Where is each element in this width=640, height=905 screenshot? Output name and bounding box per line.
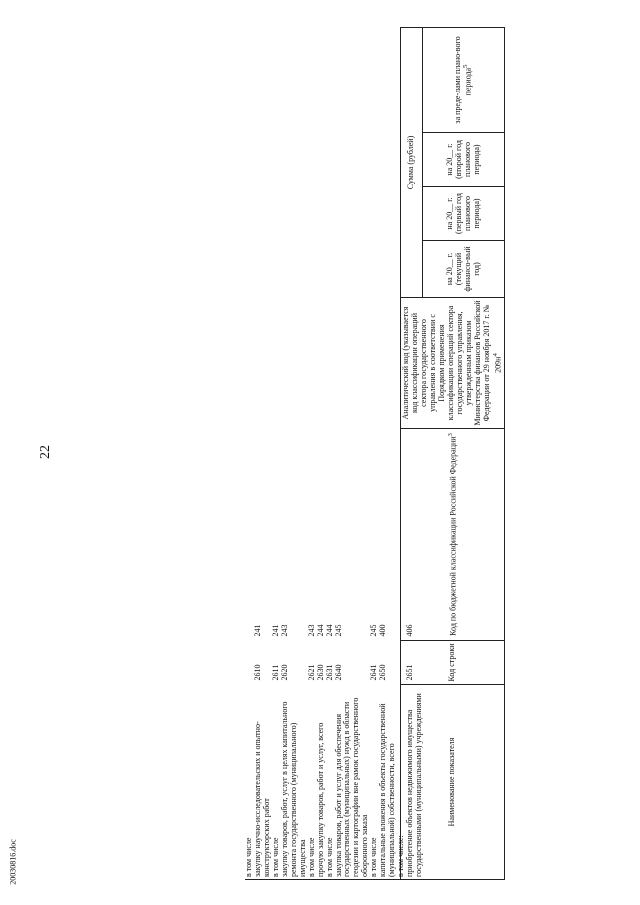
table-body-table bbox=[245, 27, 424, 880]
row-analytic-code bbox=[254, 298, 272, 429]
row-sum-current bbox=[397, 241, 406, 298]
row-sum-beyond bbox=[326, 28, 335, 133]
row-sum-first-plan bbox=[397, 187, 406, 241]
row-sum-current bbox=[272, 241, 281, 298]
footnote-3: 3 bbox=[446, 433, 454, 437]
row-sum-first-plan bbox=[379, 187, 397, 241]
row-sum-current bbox=[254, 241, 272, 298]
row-sum-current bbox=[335, 241, 371, 298]
header-line-code: Код строки bbox=[401, 641, 505, 685]
row-line-code: 2621 bbox=[306, 664, 316, 681]
row-analytic-code bbox=[379, 298, 397, 429]
row-line-code: 2651 bbox=[405, 664, 415, 681]
row-sum-first-plan bbox=[272, 187, 281, 241]
row-sum-beyond bbox=[397, 28, 406, 133]
row-sum-second-plan bbox=[281, 133, 308, 187]
row-sum-beyond bbox=[245, 28, 254, 133]
row-name: прочую закупку товаров, работ и услуг, всего bbox=[315, 722, 325, 877]
row-sum-first-plan bbox=[245, 187, 254, 241]
row-name: капитальные вложения в объекты государственной (муниципальной) собственности, всего bbox=[378, 703, 397, 877]
row-sum-first-plan bbox=[254, 187, 272, 241]
row-name: в том числе: bbox=[396, 835, 406, 877]
table-row bbox=[335, 28, 371, 880]
row-sum-beyond bbox=[308, 28, 317, 133]
table-row bbox=[406, 28, 424, 880]
header-name: Наименование показателя bbox=[401, 685, 505, 880]
row-name: закупка товаров, работ и услуг для обеспечения государственных (муниципальных) нужд в области геодезии и картографии вне рамок государственного оборонного заказа bbox=[333, 697, 370, 877]
row-line-code: 2630 bbox=[315, 664, 325, 681]
row-sum-current bbox=[326, 241, 335, 298]
row-budget-code: 243 bbox=[306, 624, 316, 637]
page-number-text: 22 bbox=[38, 445, 53, 459]
row-sum-beyond bbox=[317, 28, 326, 133]
row-sum-current bbox=[281, 241, 308, 298]
row-line-code: 2641 bbox=[369, 664, 379, 681]
row-name: в том числе bbox=[244, 837, 253, 877]
table-row bbox=[379, 28, 397, 880]
header-budget-code: Код по бюджетной классификации Российской Федерации$^3$ bbox=[401, 429, 505, 641]
row-line-code: 2620 bbox=[279, 664, 289, 681]
row-budget-code: 241 bbox=[270, 624, 280, 637]
row-sum-second-plan bbox=[397, 133, 406, 187]
row-sum-second-plan bbox=[317, 133, 326, 187]
row-sum-current bbox=[379, 241, 397, 298]
row-name: в том числе bbox=[270, 837, 280, 877]
row-budget-code: 245 bbox=[369, 624, 379, 637]
row-budget-code: 400 bbox=[378, 624, 388, 637]
row-sum-second-plan bbox=[370, 133, 379, 187]
row-sum-beyond bbox=[335, 28, 371, 133]
row-analytic-code bbox=[317, 298, 326, 429]
header-year-first-plan: на 20__ г. (первый год планового периода) bbox=[423, 187, 505, 241]
row-sum-second-plan bbox=[326, 133, 335, 187]
row-sum-current bbox=[317, 241, 326, 298]
row-analytic-code bbox=[245, 298, 254, 429]
row-sum-second-plan bbox=[272, 133, 281, 187]
header-year-second-plan: на 20__ г. (второй год планового периода) bbox=[423, 133, 505, 187]
row-line-code: 2631 bbox=[324, 664, 334, 681]
row-sum-current bbox=[308, 241, 317, 298]
footnote-5: 5 bbox=[462, 64, 470, 68]
row-analytic-code bbox=[308, 298, 317, 429]
row-sum-second-plan bbox=[254, 133, 272, 187]
row-name: приобретение объектов недвижимого имущества государственными (муниципальными) учреждениями bbox=[405, 693, 424, 877]
row-sum-first-plan bbox=[326, 187, 335, 241]
row-sum-beyond bbox=[406, 28, 424, 133]
row-sum-beyond bbox=[370, 28, 379, 133]
row-budget-code: 241 bbox=[252, 624, 262, 637]
row-line-code: 2640 bbox=[333, 664, 343, 681]
row-name: закупку научно-исследовательских и опытно-конструкторских работ bbox=[252, 721, 271, 877]
row-name: в том числе bbox=[324, 837, 334, 877]
row-sum-beyond bbox=[272, 28, 281, 133]
header-year-current: на 20__ г. (текущий финансо-вый год) bbox=[423, 241, 505, 298]
row-analytic-code bbox=[272, 298, 281, 429]
row-analytic-code bbox=[326, 298, 335, 429]
table-row bbox=[317, 28, 326, 880]
table-body-tbody bbox=[245, 28, 424, 880]
row-sum-current bbox=[245, 241, 254, 298]
row-analytic-code bbox=[397, 298, 406, 429]
row-budget-code: 245 bbox=[333, 624, 343, 637]
row-sum-first-plan bbox=[370, 187, 379, 241]
row-name: в том числе bbox=[369, 837, 379, 877]
row-budget-code: 244 bbox=[324, 624, 334, 637]
row-line-code: 2611 bbox=[270, 664, 280, 681]
footnote-4: 4 bbox=[491, 353, 499, 357]
row-budget-code bbox=[397, 429, 406, 641]
row-sum-second-plan bbox=[406, 133, 424, 187]
row-sum-first-plan bbox=[317, 187, 326, 241]
footer-filename-text: 20030816.doc bbox=[8, 839, 18, 885]
row-sum-current bbox=[370, 241, 379, 298]
row-sum-first-plan bbox=[335, 187, 371, 241]
row-sum-first-plan bbox=[281, 187, 308, 241]
header-sum: Сумма (рублей) bbox=[401, 27, 423, 297]
row-name: закупку товаров, работ, услуг в целях капитального ремонта государственного (муниципального) имущества bbox=[279, 701, 307, 877]
table-row bbox=[281, 28, 308, 880]
table-body-area bbox=[245, 28, 575, 880]
row-sum-second-plan bbox=[335, 133, 371, 187]
row-budget-code: 244 bbox=[315, 624, 325, 637]
row-budget-code: 243 bbox=[279, 624, 289, 637]
row-line-code: 2610 bbox=[252, 664, 262, 681]
row-sum-beyond bbox=[254, 28, 272, 133]
row-sum-beyond bbox=[281, 28, 308, 133]
header-beyond-plan: за преде-лами плано-вого периода$^5$ bbox=[423, 27, 505, 132]
row-budget-code: 406 bbox=[405, 624, 415, 637]
row-analytic-code bbox=[281, 298, 308, 429]
row-sum-current bbox=[406, 241, 424, 298]
row-sum-first-plan bbox=[406, 187, 424, 241]
row-sum-second-plan bbox=[308, 133, 317, 187]
row-sum-second-plan bbox=[379, 133, 397, 187]
row-analytic-code bbox=[335, 298, 371, 429]
table-row bbox=[254, 28, 272, 880]
table-body-rotated bbox=[245, 28, 575, 880]
row-sum-first-plan bbox=[308, 187, 317, 241]
row-budget-code bbox=[245, 429, 254, 641]
row-analytic-code bbox=[370, 298, 379, 429]
row-sum-beyond bbox=[379, 28, 397, 133]
header-analytic-code: Аналитический код (указывается код классификации операций сектора государственного управления в соответствии с Порядком применения классификации операций сектора государственного управления, утвержденным приказом Министерства финансов Российской Федерации от 29 ноября 2017 г. № $209н^4$ bbox=[401, 298, 505, 429]
row-sum-second-plan bbox=[245, 133, 254, 187]
row-line-code: 2650 bbox=[378, 664, 388, 681]
row-analytic-code bbox=[406, 298, 424, 429]
row-name: в том числе bbox=[306, 837, 316, 877]
